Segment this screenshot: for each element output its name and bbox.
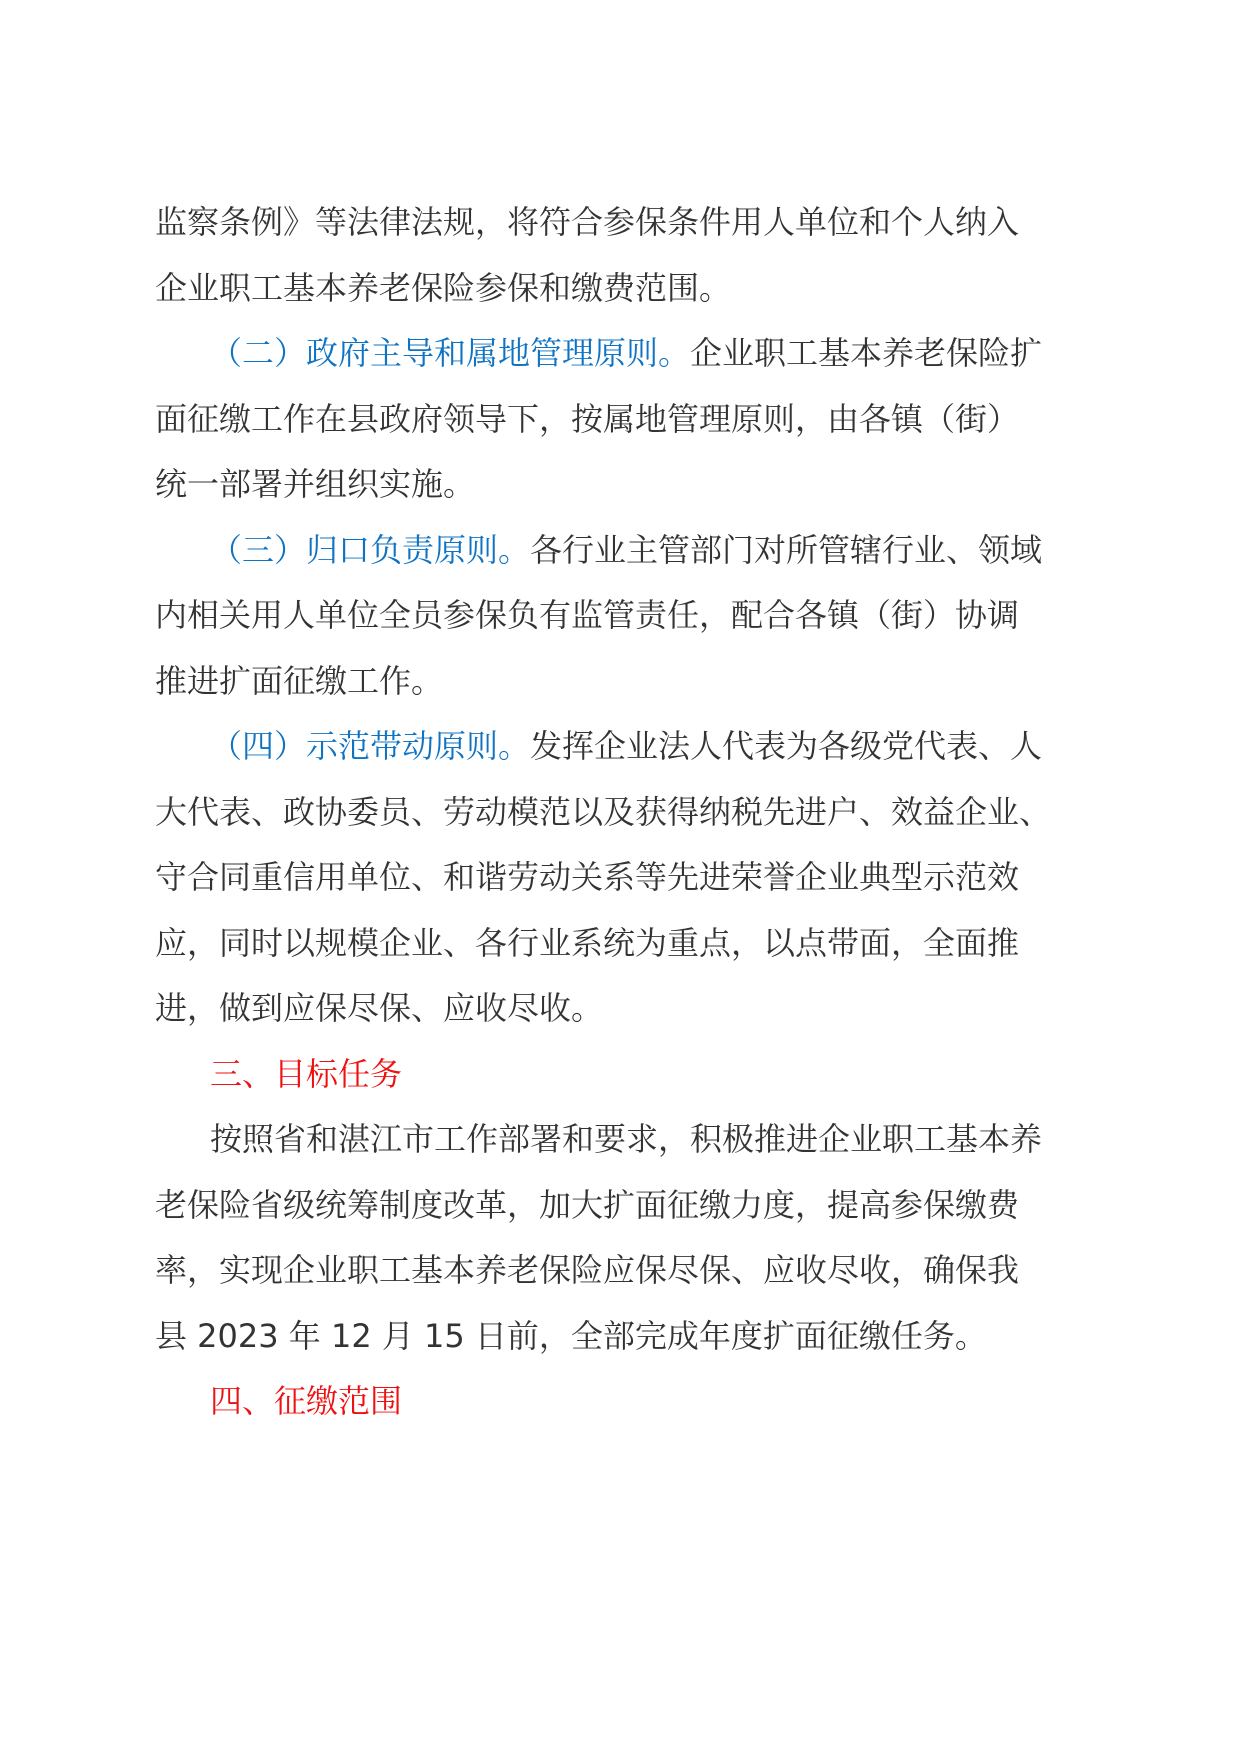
- paragraph-line: [155, 518, 1090, 584]
- paragraph-line: 监察条例》等法律法规，将符合参保条件用人单位和个人纳入: [155, 203, 1020, 241]
- subheading: （三）归口负责原则。: [210, 530, 531, 569]
- paragraph-line: 企业职工基本养老保险参保和缴费范围。: [155, 268, 732, 307]
- section-heading: 四、征缴范围: [210, 1382, 403, 1420]
- paragraph-line: 进，做到应保尽保、应收尽收。: [155, 989, 604, 1027]
- section-heading: 三、目标任务: [210, 1054, 403, 1093]
- paragraph-line: 率，实现企业职工基本养老保险应保尽保、应收尽收，确保我: [155, 1251, 1020, 1289]
- paragraph-line: 内相关用人单位全员参保负有监管责任，配合各镇（街）协调: [155, 596, 1020, 634]
- paragraph-line: [155, 714, 1090, 780]
- document-page: [155, 190, 1090, 1435]
- paragraph-line: 大代表、政协委员、劳动模范以及获得纳税先进户、效益企业、: [155, 792, 1052, 831]
- subheading: （四）示范带动原则。: [210, 727, 531, 765]
- paragraph-line: [155, 321, 1090, 387]
- paragraph-text: 发挥企业法人代表为各级党代表、人: [530, 727, 1043, 765]
- paragraph-text: 各行业主管部门对所管辖行业、领域: [530, 530, 1043, 569]
- paragraph-line: 推进扩面征缴工作。: [155, 661, 444, 700]
- paragraph-line: 统一部署并组织实施。: [155, 465, 476, 503]
- paragraph-line: 老保险省级统筹制度改革，加大扩面征缴力度，提高参保缴费: [155, 1185, 1020, 1224]
- paragraph-line: 面征缴工作在县政府领导下，按属地管理原则，由各镇（街）: [155, 399, 1020, 438]
- paragraph-line: 应，同时以规模企业、各行业系统为重点，以点带面，全面推: [155, 923, 1020, 962]
- paragraph-line: 县 2023 年 12 月 15 日前，全部完成年度扩面征缴任务。: [155, 1316, 987, 1355]
- paragraph-text: 企业职工基本养老保险扩: [690, 334, 1043, 372]
- paragraph-line: 守合同重信用单位、和谐劳动关系等先进荣誉企业典型示范效: [155, 858, 1020, 896]
- subheading: （二）政府主导和属地管理原则。: [210, 334, 691, 372]
- paragraph-line: 按照省和湛江市工作部署和要求，积极推进企业职工基本养: [210, 1120, 1043, 1158]
